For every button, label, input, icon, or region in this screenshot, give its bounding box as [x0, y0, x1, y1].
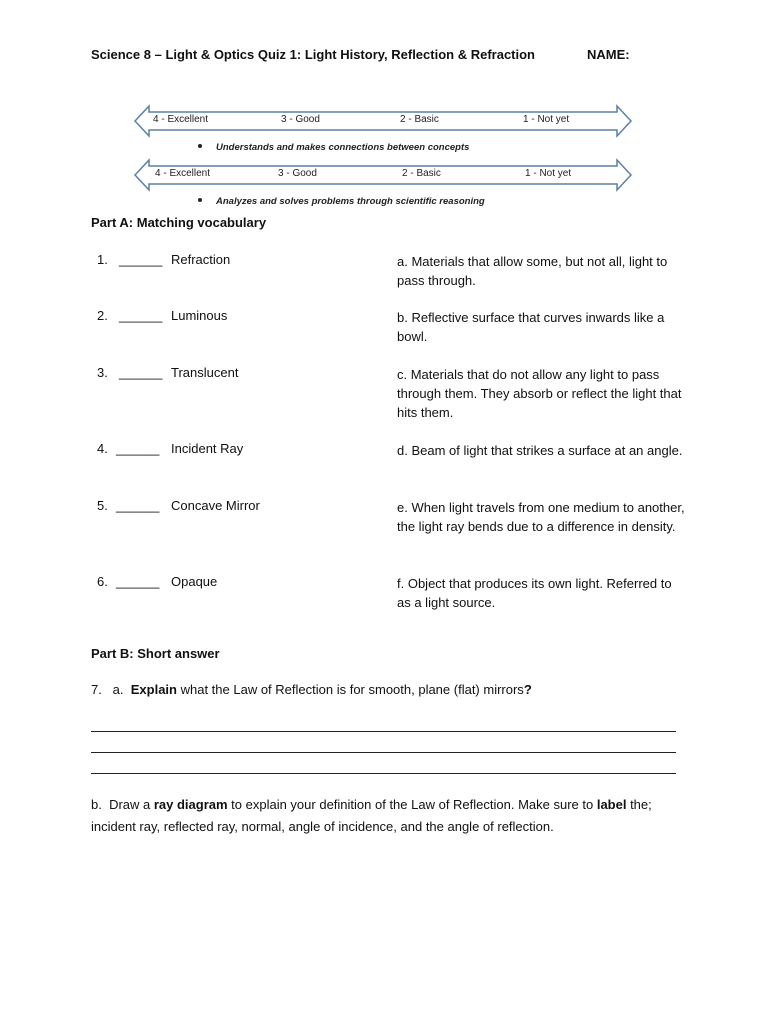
answer-line[interactable] [91, 773, 676, 774]
bullet-icon [198, 198, 202, 202]
vocab-term: Luminous [171, 308, 228, 323]
rubric-level-label: 2 - Basic [402, 168, 441, 179]
question-keyword: Explain [130, 682, 177, 697]
rubric-level-label: 3 - Good [281, 114, 320, 125]
item-number: 3. [97, 365, 108, 380]
answer-line[interactable] [91, 752, 676, 753]
answer-blank[interactable]: ______ [119, 252, 163, 267]
vocab-term: Incident Ray [171, 441, 244, 456]
rubric-caption-2 [198, 196, 485, 207]
answer-line[interactable] [91, 731, 676, 732]
answer-blank[interactable]: ______ [116, 498, 160, 513]
rubric-level-label: 4 - Excellent [155, 168, 211, 179]
bullet-icon [198, 144, 202, 148]
item-number: 5. [97, 498, 108, 513]
definition: e. When light travels from one medium to another, the light ray bends due to a difference in density. [397, 500, 685, 534]
definition: b. Reflective surface that curves inwards like a bowl. [397, 310, 665, 344]
question-mark: ? [523, 682, 532, 697]
vocab-term: Refraction [171, 252, 231, 267]
vocab-term: Opaque [171, 574, 218, 589]
definition: a. Materials that allow some, but not all, light to pass through. [397, 254, 668, 288]
rubric-level-label: 3 - Good [278, 168, 317, 179]
item-number: 1. [97, 252, 108, 267]
rubric-caption-text: Understands and makes connections between concepts [216, 142, 470, 153]
rubric-scale-1 [133, 104, 633, 138]
name-label: NAME: [587, 47, 630, 62]
item-number: 2. [97, 308, 108, 323]
answer-blank[interactable]: ______ [116, 441, 160, 456]
question-text: what the Law of Reflection is for smooth, plane (flat) mirrors [177, 682, 524, 697]
part-a-heading: Part A: Matching vocabulary [91, 215, 267, 230]
rubric-scale-2 [133, 158, 633, 192]
question-text: the; incident ray, reflected ray, normal, angle of incidence, and the angle of reflection. [91, 797, 652, 834]
question-keyword: label [596, 797, 627, 812]
question-7b [91, 794, 691, 838]
rubric-level-label: 4 - Excellent [153, 114, 209, 125]
answer-blank[interactable]: ______ [119, 365, 163, 380]
rubric-caption-text: Analyzes and solves problems through scientific reasoning [216, 196, 485, 207]
item-number: 4. [97, 441, 108, 456]
question-keyword: ray diagram [153, 797, 228, 812]
answer-blank[interactable]: ______ [119, 308, 163, 323]
definition: f. Object that produces its own light. Referred to as a light source. [397, 576, 672, 610]
rubric-level-label: 2 - Basic [400, 114, 439, 125]
part-b-heading: Part B: Short answer [91, 646, 220, 661]
definition: c. Materials that do not allow any light to pass through them. They absorb or reflect the light that hits them. [397, 367, 682, 420]
definition: d. Beam of light that strikes a surface at an angle. [397, 443, 683, 458]
vocab-term: Concave Mirror [171, 498, 260, 513]
question-7a [91, 682, 532, 697]
vocab-term: Translucent [171, 365, 239, 380]
rubric-level-label: 1 - Not yet [525, 168, 572, 179]
question-text: b. Draw a [91, 797, 154, 812]
question-text: to explain your definition of the Law of Reflection. Make sure to [227, 797, 597, 812]
rubric-level-label: 1 - Not yet [523, 114, 570, 125]
quiz-title: Science 8 – Light & Optics Quiz 1: Light History, Reflection & Refraction [91, 47, 535, 62]
rubric-caption-1 [198, 142, 469, 153]
item-number: 6. [97, 574, 108, 589]
answer-blank[interactable]: ______ [116, 574, 160, 589]
question-prefix: 7. a. [91, 682, 131, 697]
